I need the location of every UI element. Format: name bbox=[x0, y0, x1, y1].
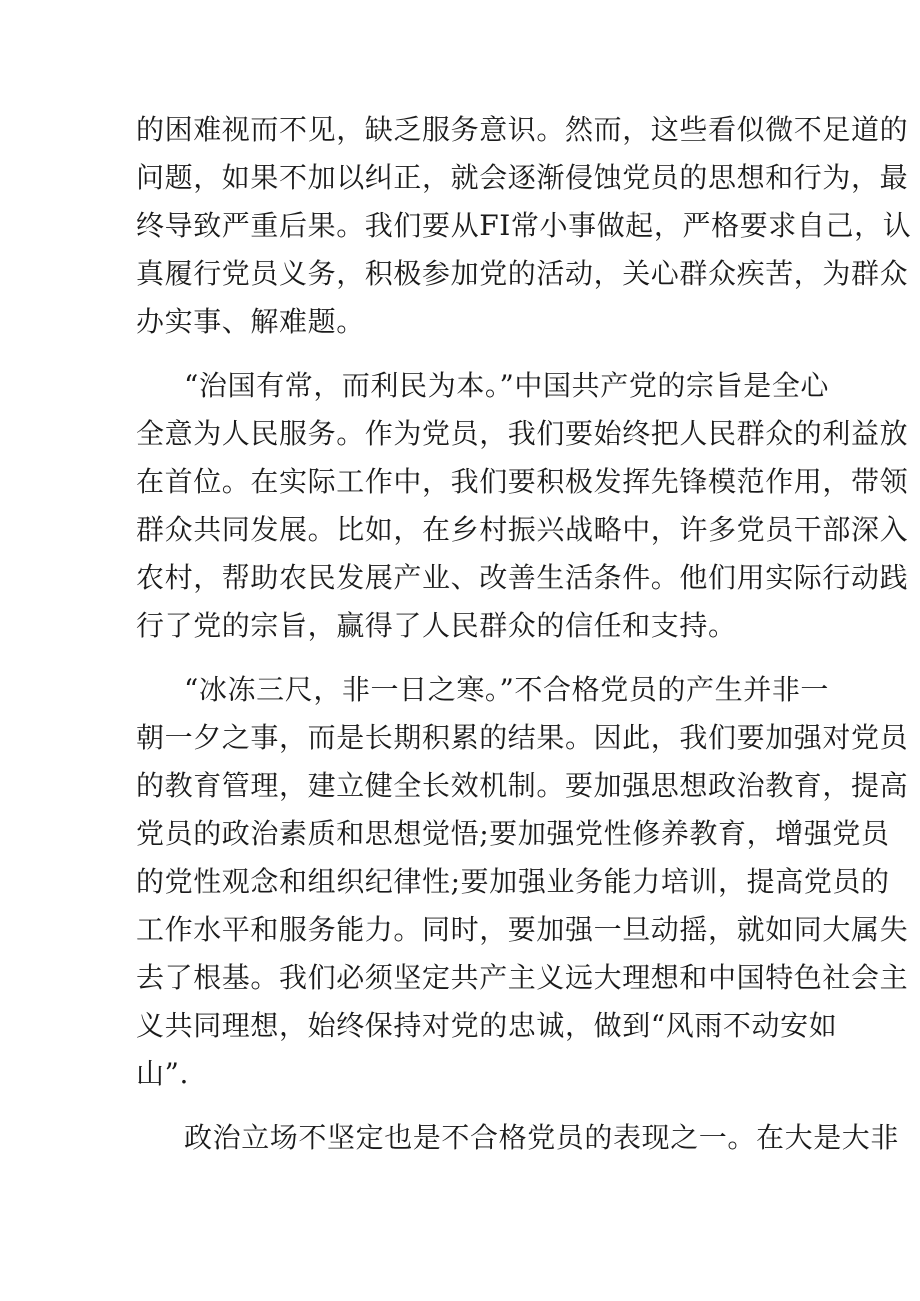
text-line: “治国有常，而利民为本。”中国共产党的宗旨是全心 bbox=[184, 369, 830, 402]
text-line: 工作水平和服务能力。同时，要加强一旦动摇，就如同大属失 bbox=[136, 913, 909, 946]
text-line: 在首位。在实际工作中，我们要积极发挥先锋模范作用，带领 bbox=[136, 465, 909, 498]
text-line: 的困难视而不见，缺乏服务意识。然而，这些看似微不足道的 bbox=[136, 113, 909, 146]
text-line: 全意为人民服务。作为党员，我们要始终把人民群众的利益放 bbox=[136, 417, 909, 450]
text-line: 山”. bbox=[136, 1057, 190, 1090]
text-line: 去了根基。我们必须坚定共产主义远大理想和中国特色社会主 bbox=[136, 961, 909, 994]
text-line: 行了党的宗旨，赢得了人民群众的信任和支持。 bbox=[136, 609, 737, 642]
text-line: 义共同理想，始终保持对党的忠诚，做到“风雨不动安如 bbox=[136, 1009, 838, 1042]
text-line: 党员的政治素质和思想觉悟;要加强党性修养教育，增强党员 bbox=[136, 817, 890, 850]
text-line: 朝一夕之事，而是长期积累的结果。因此，我们要加强对党员 bbox=[136, 721, 909, 754]
text-line: 农村，帮助农民发展产业、改善生活条件。他们用实际行动践 bbox=[136, 561, 909, 594]
text-line: 真履行党员义务，积极参加党的活动，关心群众疾苦，为群众 bbox=[136, 257, 909, 290]
text-line: 终导致严重后果。我们要从FI常小事做起，严格要求自己，认 bbox=[136, 209, 912, 242]
text-line: 政治立场不坚定也是不合格党员的表现之一。在大是大非 bbox=[184, 1121, 900, 1154]
text-line: 办实事、解难题。 bbox=[136, 305, 365, 338]
text-line: 的教育管理，建立健全长效机制。要加强思想政治教育，提高 bbox=[136, 769, 909, 802]
text-line: 群众共同发展。比如，在乡村振兴战略中，许多党员干部深入 bbox=[136, 513, 909, 546]
text-line: 问题，如果不加以纠正，就会逐渐侵蚀党员的思想和行为，最 bbox=[136, 161, 909, 194]
text-line: “冰冻三尺，非一日之寒。”不合格党员的产生并非一 bbox=[184, 673, 830, 706]
text-line: 的党性观念和组织纪律性;要加强业务能力培训，提高党员的 bbox=[136, 865, 890, 898]
